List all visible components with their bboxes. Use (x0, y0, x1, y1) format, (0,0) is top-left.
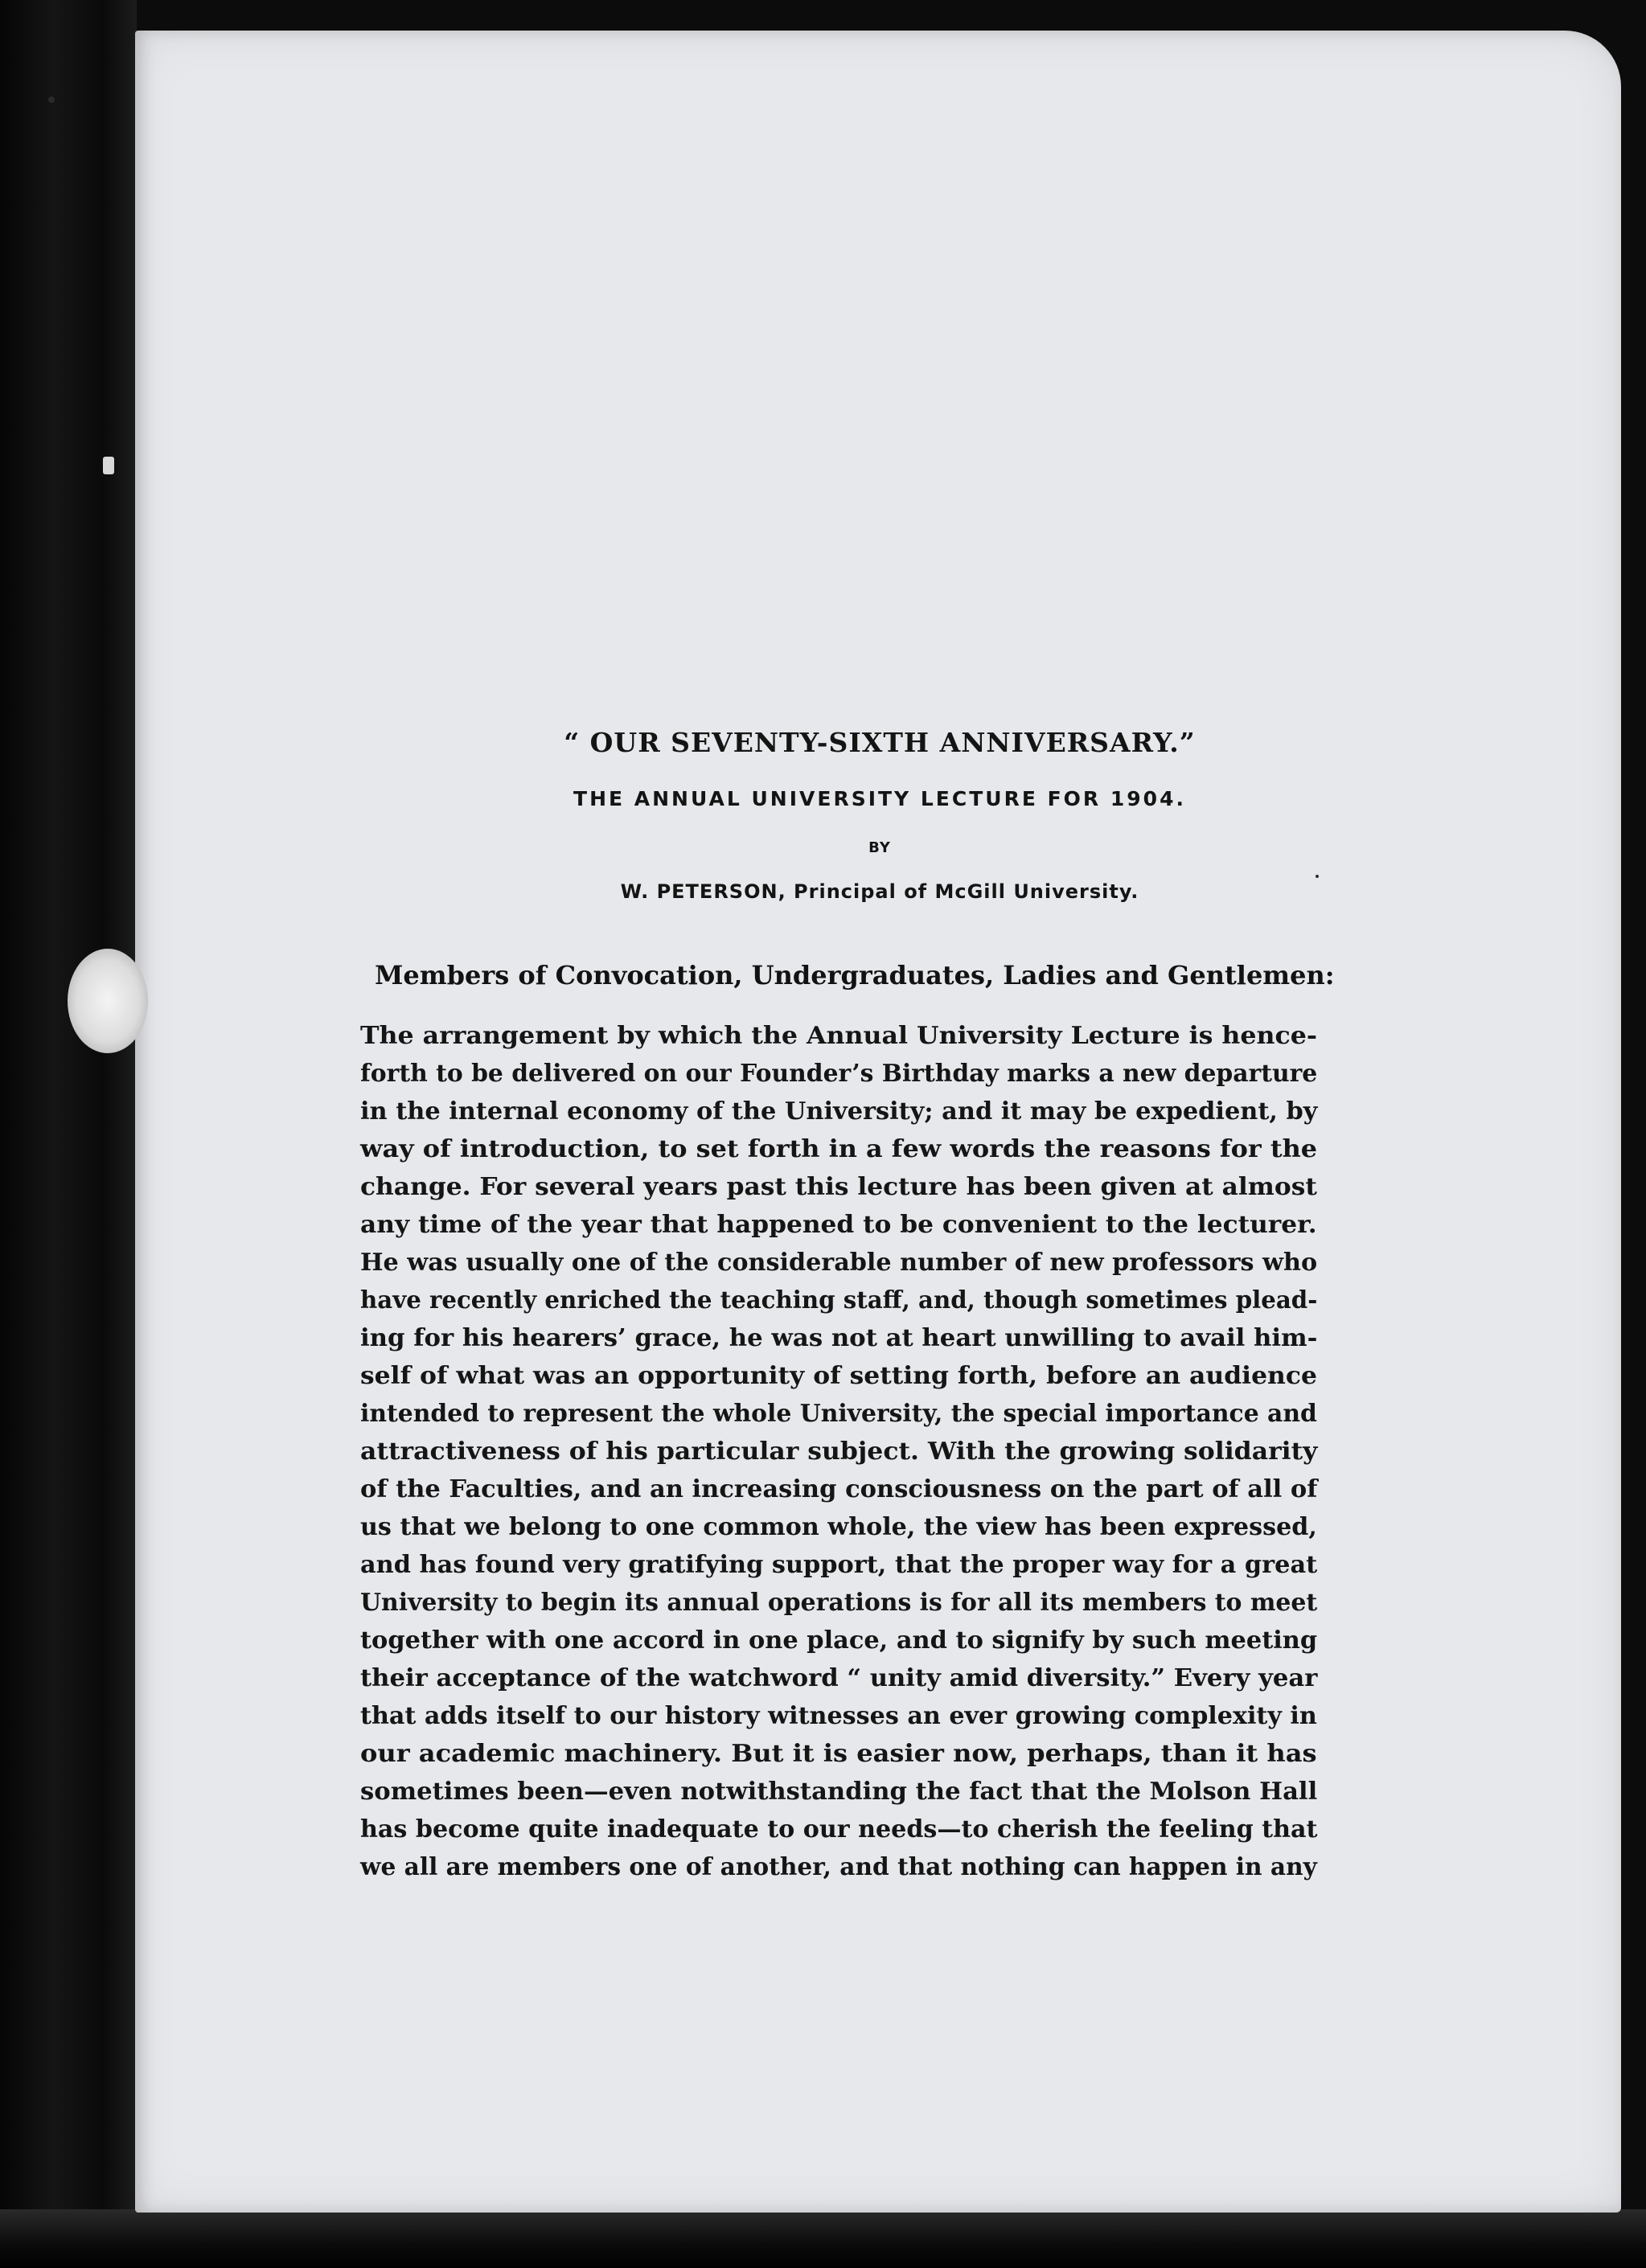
body-line: we all are members one of another, and that nothing can happen in any (360, 1853, 1317, 1881)
byline-by: BY (868, 839, 891, 856)
scan-speck (48, 96, 55, 103)
body-line: The arrangement by which the Annual University Lecture is hence- (360, 1022, 1317, 1050)
body-line: in the internal economy of the University; and it may be expedient, by (360, 1097, 1318, 1126)
body-line: He was usually one of the considerable number of new professors who (360, 1249, 1318, 1277)
body-line: of the Faculties, and an increasing consciousness on the part of all of (360, 1475, 1318, 1503)
body-line: together with one accord in one place, and to signify by such meeting (360, 1626, 1318, 1655)
body-line: forth to be delivered on our Founder’s Birthday marks a new departure (360, 1060, 1318, 1088)
scan-speck (103, 457, 114, 474)
body-line: has become quite inadequate to our needs—to cherish the feeling that (360, 1815, 1318, 1844)
scan-border-left (0, 0, 137, 2268)
body-line: way of introduction, to set forth in a few words the reasons for the (360, 1135, 1318, 1163)
body-line: intended to represent the whole University, the special importance and (360, 1400, 1317, 1428)
page-title: “ OUR SEVENTY-SIXTH ANNIVERSARY.” (564, 727, 1196, 758)
body-line: their acceptance of the watchword “ unity amid diversity.” Every year (360, 1664, 1318, 1692)
lecture-header (129, 722, 1631, 905)
body-line: us that we belong to one common whole, the view has been expressed, (360, 1513, 1317, 1541)
body-line: sometimes been—even notwithstanding the fact that the Molson Hall (360, 1778, 1318, 1806)
body-line: that adds itself to our history witnesses an ever growing complexity in (360, 1702, 1317, 1730)
salutation: Members of Convocation, Undergraduates, Ladies and Gentlemen: (375, 960, 1335, 990)
body-line: our academic machinery. But it is easier now, perhaps, than it has (360, 1740, 1317, 1768)
body-line: change. For several years past this lecture has been given at almost (360, 1173, 1317, 1201)
binding-hole (68, 949, 148, 1053)
lecture-subtitle: THE ANNUAL UNIVERSITY LECTURE FOR 1904. (573, 787, 1186, 810)
body-line: University to begin its annual operations is for all its members to meet (360, 1589, 1318, 1617)
author-line: W. PETERSON, Principal of McGill University. (620, 880, 1139, 903)
body-line: self of what was an opportunity of setting forth, before an audience (360, 1362, 1317, 1390)
body-line: have recently enriched the teaching staff, and, though sometimes plead- (360, 1286, 1318, 1314)
body-line: and has found very gratifying support, that the proper way for a great (360, 1551, 1318, 1579)
body-paragraph (360, 1017, 1317, 1886)
body-line: any time of the year that happened to be convenient to the lecturer. (360, 1211, 1317, 1239)
body-line: ing for his hearers’ grace, he was not at heart unwilling to avail him- (360, 1324, 1318, 1352)
scan-border-bottom (0, 2209, 1646, 2268)
body-line: attractiveness of his particular subject. With the growing solidarity (360, 1437, 1318, 1466)
